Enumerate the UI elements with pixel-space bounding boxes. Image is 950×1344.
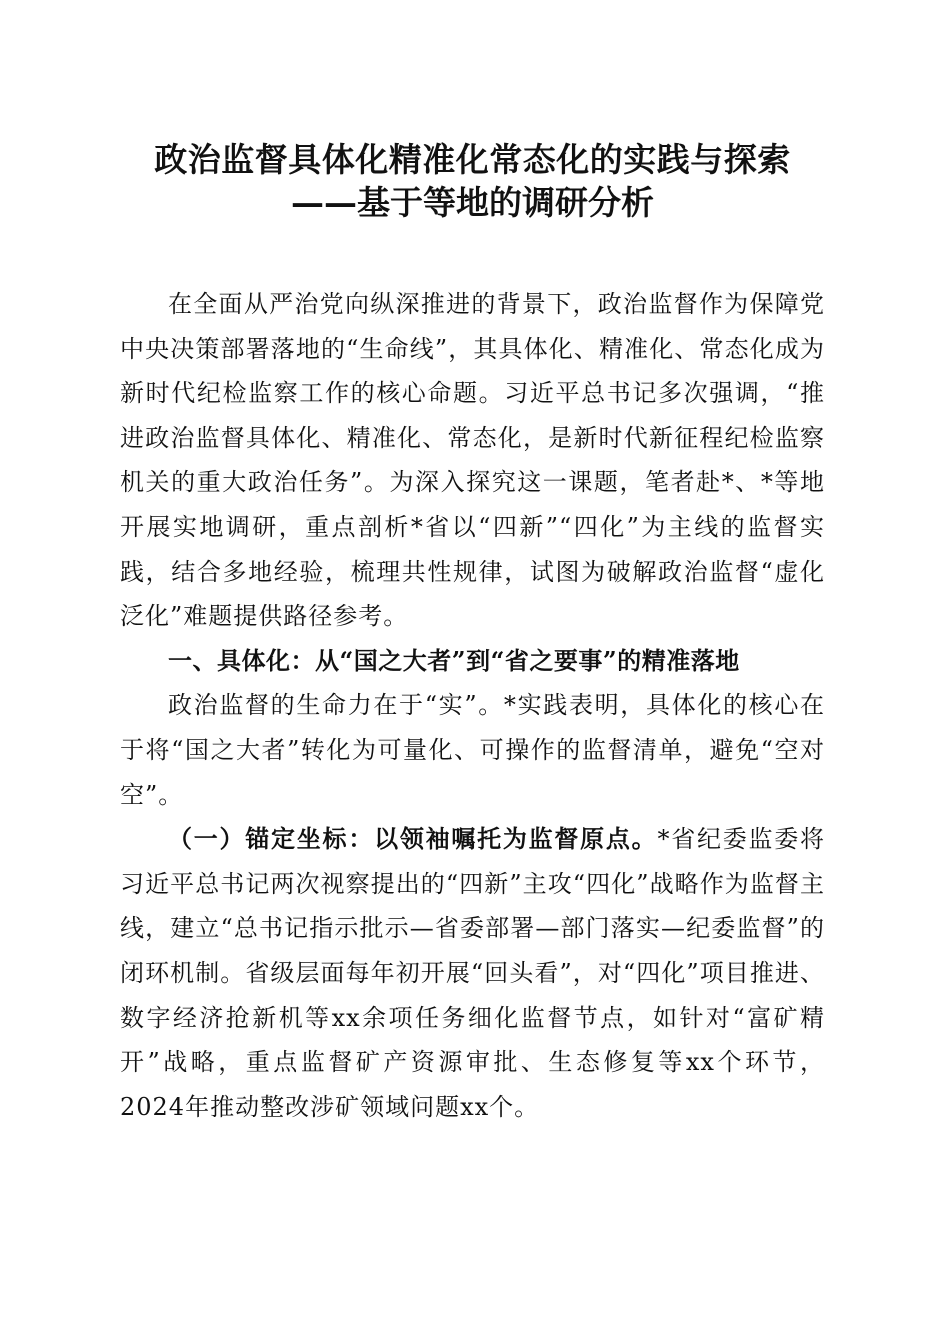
- section-1-paragraph: 政治监督的生命力在于“实”。*实践表明，具体化的核心在于将“国之大者”转化为可量化、可操作的监督清单，避免“空对空”。: [120, 691, 825, 809]
- subsection-1-text: *省纪委监委将习近平总书记两次视察提出的“四新”主攻“四化”战略作为监督主线，建立“总书记指示批示—省委部署—部门落实—纪委监督”的闭环机制。省级层面每年初开展“回头看”，对“四化”项目推进、数字经济抢新机等xx余项任务细化监督节点，如针对“富矿精开”战略，重点监督矿产资源审批、生态修复等xx个环节，2024年推动整改涉矿领域问题xx个。: [120, 825, 826, 1121]
- document-subtitle: ——基于等地的调研分析: [291, 183, 654, 222]
- section-heading-1: 一、具体化：从“国之大者”到“省之要事”的精准落地: [168, 645, 740, 675]
- document-title: 政治监督具体化精准化常态化的实践与探索: [154, 140, 791, 179]
- document-body: [120, 282, 825, 1129]
- subsection-1-paragraph: [120, 817, 825, 1129]
- intro-paragraph: 在全面从严治党向纵深推进的背景下，政治监督作为保障党中央决策部署落地的“生命线”，其具体化、精准化、常态化成为新时代纪检监察工作的核心命题。习近平总书记多次强调，“推进政治监督具体化、精准化、常态化，是新时代新征程纪检监察机关的重大政治任务”。为深入探究这一课题，笔者赴*、*等地开展实地调研，重点剖析*省以“四新”“四化”为主线的监督实践，结合多地经验，梳理共性规律，试图为破解政治监督“虚化泛化”难题提供路径参考。: [120, 290, 825, 631]
- document-page: [120, 138, 825, 1129]
- subsection-1-lead: （一）锚定坐标：以领袖嘱托为监督原点。: [168, 824, 658, 854]
